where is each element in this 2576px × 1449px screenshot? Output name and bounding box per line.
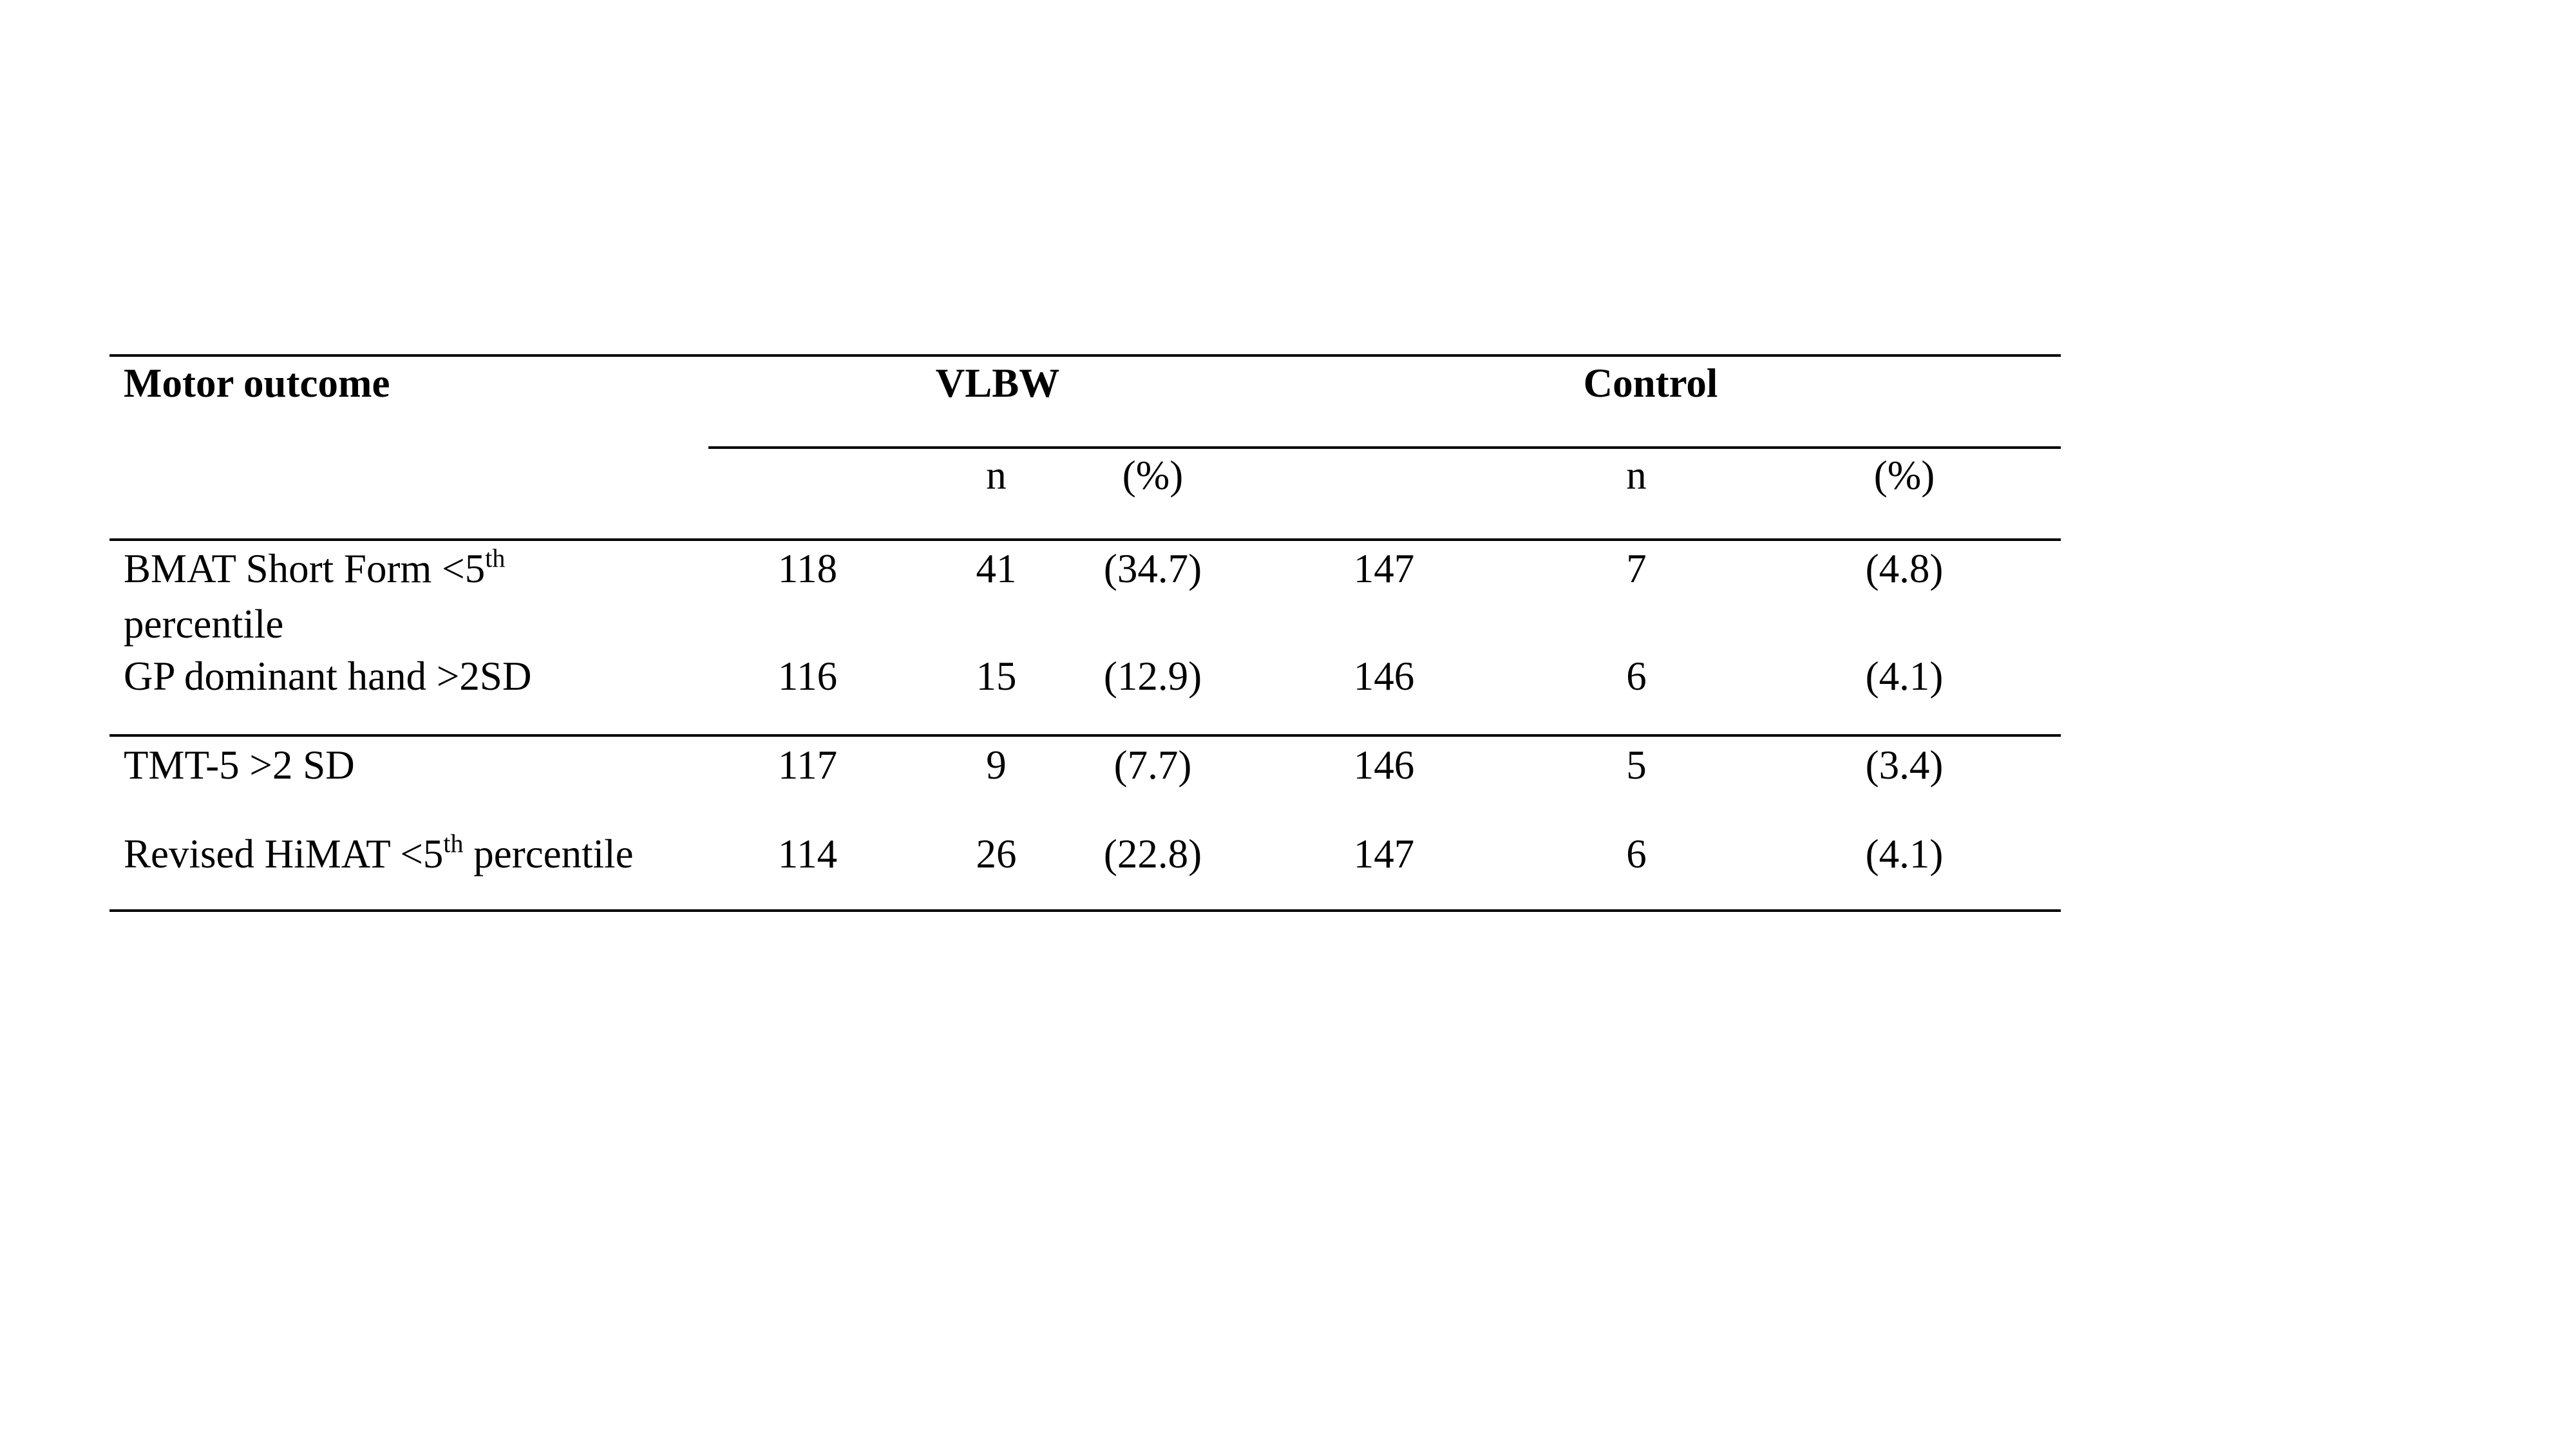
control-total: 147 xyxy=(1353,546,1415,591)
header-control: Control xyxy=(1583,361,1718,406)
table-row-label: GP dominant hand >2SD xyxy=(124,654,532,699)
motor-outcome-table xyxy=(109,354,2061,914)
control-pct: (3.4) xyxy=(1865,743,1944,788)
header-vlbw-n: n xyxy=(986,453,1007,498)
header-vlbw: VLBW xyxy=(935,361,1060,406)
vlbw-total: 116 xyxy=(777,654,838,699)
control-total: 146 xyxy=(1353,654,1415,699)
vlbw-pct: (22.8) xyxy=(1103,831,1202,876)
vlbw-n: 15 xyxy=(976,654,1017,699)
table-row-label: BMAT Short Form <5th percentile xyxy=(124,544,506,647)
control-total: 146 xyxy=(1353,743,1415,788)
table-bottom-rule xyxy=(109,909,2061,912)
vlbw-total: 117 xyxy=(777,743,838,788)
vlbw-n: 41 xyxy=(976,546,1017,591)
header-control-n: n xyxy=(1626,453,1647,498)
table-row-label: Revised HiMAT <5th percentile xyxy=(124,829,634,876)
control-total: 147 xyxy=(1353,831,1415,876)
control-pct: (4.8) xyxy=(1865,546,1944,591)
vlbw-total: 118 xyxy=(777,546,838,591)
vlbw-n: 9 xyxy=(986,743,1007,788)
control-n: 6 xyxy=(1626,654,1647,699)
control-n: 6 xyxy=(1626,831,1647,876)
vlbw-pct: (7.7) xyxy=(1113,743,1192,788)
control-n: 7 xyxy=(1626,546,1647,591)
control-n: 5 xyxy=(1626,743,1647,788)
table-top-rule xyxy=(109,354,2061,357)
group-header-rule xyxy=(708,446,2061,449)
vlbw-total: 114 xyxy=(777,831,838,876)
header-vlbw-pct: (%) xyxy=(1122,453,1184,498)
control-pct: (4.1) xyxy=(1865,831,1944,876)
header-control-pct: (%) xyxy=(1873,453,1935,498)
table-row-label: TMT-5 >2 SD xyxy=(124,743,355,788)
control-pct: (4.1) xyxy=(1865,654,1944,699)
vlbw-pct: (34.7) xyxy=(1103,546,1202,591)
header-motor-outcome: Motor outcome xyxy=(124,361,390,406)
vlbw-n: 26 xyxy=(976,831,1017,876)
vlbw-pct: (12.9) xyxy=(1103,654,1202,699)
mid-table-rule xyxy=(109,734,2061,737)
